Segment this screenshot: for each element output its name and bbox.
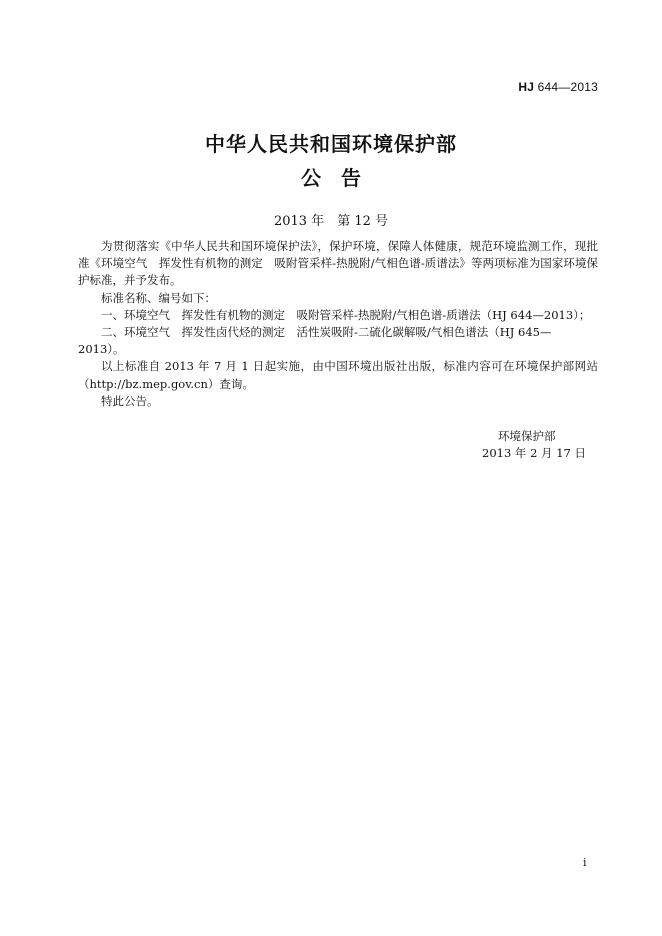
standard-number: 644—2013	[537, 80, 598, 94]
paragraph-line: 标准名称、编号如下：	[101, 290, 216, 305]
standard-item-2: 二、环境空气 挥发性卤代烃的测定 活性炭吸附-二硫化碳解吸/气相色谱法（HJ 645—2013）。	[78, 325, 552, 357]
signature-org: 环境保护部	[498, 429, 556, 443]
standard-prefix: HJ	[518, 80, 535, 94]
paragraph-line: 准《环境空气 挥发性有机物的测定 吸附管采样-热脱附/气相色谱-质谱法》等两项标准为国家环境保	[78, 256, 598, 271]
standard-item-1: 一、环境空气 挥发性有机物的测定 吸附管采样-热脱附/气相色谱-质谱法（HJ 644—2013）；	[101, 307, 591, 322]
page-number: i	[583, 856, 587, 869]
paragraph-line: （http://bz.mep.gov.cn）查询。	[78, 376, 254, 391]
signature-block	[460, 428, 600, 462]
standard-code	[518, 80, 598, 94]
page-title: 中华人民共和国环境保护部	[205, 132, 457, 156]
issue-number: 2013 年 第 12 号	[273, 214, 389, 229]
announcement-body	[78, 238, 598, 410]
signature-date: 2013 年 2 月 17 日	[482, 446, 586, 460]
paragraph-line: 为贯彻落实《中华人民共和国环境保护法》，保护环境，保障人体健康，规范环境监测工作，现批	[101, 239, 598, 253]
announcement-heading: 公 告	[301, 166, 361, 190]
closing-line: 特此公告。	[101, 393, 159, 408]
paragraph-line: 护标准，并予发布。	[78, 273, 182, 288]
paragraph-line: 以上标准自 2013 年 7 月 1 日起实施，由中国环境出版社出版，标准内容可在环境保护部网站	[101, 359, 598, 374]
